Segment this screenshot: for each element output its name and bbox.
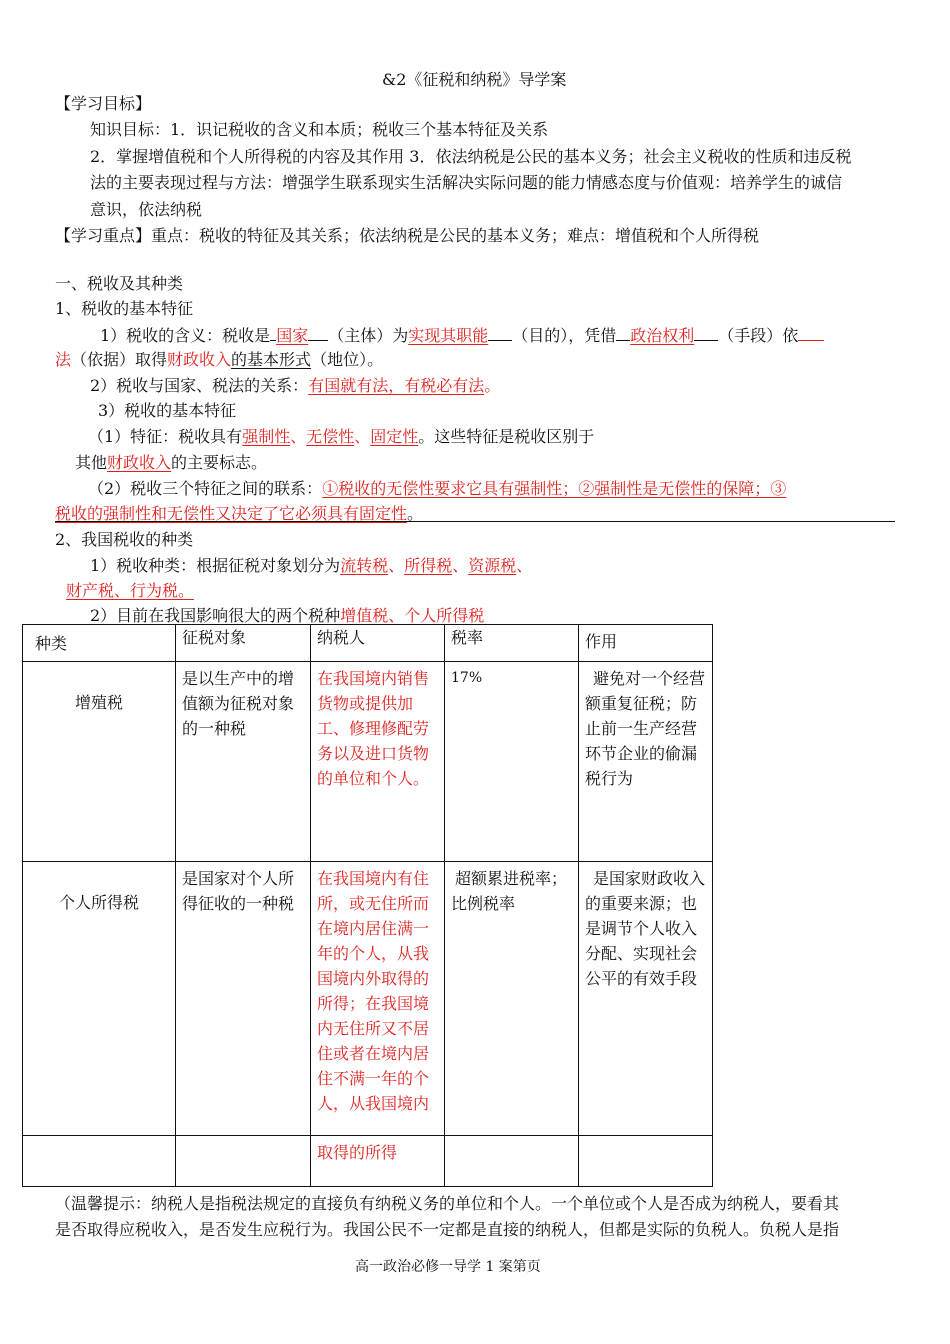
types-sep-2: 、	[452, 556, 469, 575]
objectives-line-4: 意识，依法纳税	[90, 200, 203, 219]
types-sep-3: 、	[516, 556, 533, 575]
definition-line-2	[55, 352, 383, 368]
features-text-a: （1）特征：税收具有	[88, 427, 243, 446]
page-title: &2《征税和纳税》导学案	[382, 70, 567, 89]
major-text-a: 2）目前在我国影响很大的两个税种	[90, 606, 341, 625]
header-cell-type: 种类	[23, 625, 176, 662]
connection-text-a: （2）税收三个特征之间的联系：	[88, 479, 323, 498]
answer-fa: 法	[55, 350, 72, 369]
tip-line-1: （温馨提示：纳税人是指税法规定的直接负有纳税义务的单位和个人。一个单位或个人是否成为纳税人，要看其	[55, 1194, 840, 1213]
type-cell	[23, 1136, 176, 1187]
definition-text-g: （地位）。	[311, 350, 384, 369]
answer-guojia: 国家	[276, 326, 309, 345]
definition-text-d: （手段）依	[718, 326, 799, 345]
features2-text-c: 的主要标志。	[171, 453, 268, 472]
rate-cell: 17%	[445, 662, 579, 862]
section2-sub2: 2、我国税收的种类	[55, 530, 194, 549]
features-sep-2: 、	[354, 427, 371, 446]
features-line-1	[88, 429, 594, 445]
object-cell: 是以生产中的增值额为征税对象的一种税	[176, 662, 311, 862]
page-footer: 高一政治必修一导学 1 案第页	[355, 1259, 541, 1275]
features2-text-a: 其他	[75, 453, 108, 472]
header-cell-object: 征税对象	[176, 625, 311, 662]
answer-connection-2: 税收的强制性和无偿性又决定了它必须具有固定性	[55, 504, 408, 523]
relation-line	[90, 378, 500, 394]
types-text-a: 1）税收种类：根据征税对象划分为	[90, 556, 341, 575]
answer-zhineng: 实现其职能	[408, 326, 489, 345]
tax-comparison-table	[22, 624, 713, 1187]
table-header-row	[23, 625, 713, 662]
tax-types-line-1	[90, 558, 532, 574]
taxpayer-cell: 取得的所得	[311, 1136, 445, 1187]
major-taxes-line	[90, 608, 484, 624]
tax-types-line-2: 财产税、行为税。	[66, 581, 195, 600]
answer-liuzhuan: 流转税	[340, 556, 389, 575]
connection-text-d: 。	[407, 504, 424, 523]
objectives-line-3: 法的主要表现过程与方法：增强学生联系现实生活解决实际问题的能力情感态度与价值观：培养学生的诚信	[90, 173, 843, 192]
objectives-heading: 【学习目标】	[55, 94, 152, 113]
role-cell	[579, 1136, 713, 1187]
answer-wuchang: 无偿性	[306, 427, 355, 446]
major-sep: 、	[388, 606, 405, 625]
section1-sub1: 1、税收的基本特征	[55, 299, 194, 318]
table-row	[23, 1136, 713, 1187]
table-row	[23, 662, 713, 862]
type-cell: 增殖税	[23, 662, 176, 862]
answer-ziyuan: 资源税	[468, 556, 517, 575]
definition-line-1	[100, 326, 824, 344]
answer-suode: 所得税	[404, 556, 453, 575]
definition-text-b: （主体）为	[328, 326, 409, 345]
features-sep-1: 、	[290, 427, 307, 446]
definition-text-a: 1）税收的含义：税收是	[100, 326, 271, 345]
answer-caizheng: 财政收入	[167, 350, 232, 369]
role-cell: 是国家财政收入的重要来源；也是调节个人收入分配、实现社会公平的有效手段	[579, 862, 713, 1136]
header-cell-rate: 税率	[445, 625, 579, 662]
answer-guding: 固定性	[370, 427, 419, 446]
type-cell: 个人所得税	[23, 862, 176, 1136]
object-cell	[176, 1136, 311, 1187]
definition-text-e: （依据）取得	[71, 350, 168, 369]
answer-qiangzhi: 强制性	[242, 427, 291, 446]
rate-cell: 超额累进税率；比例税率	[445, 862, 579, 1136]
header-cell-role: 作用	[579, 625, 713, 662]
types-sep-1: 、	[388, 556, 405, 575]
relation-text-c: 。	[484, 376, 501, 395]
connection-line-2	[55, 506, 423, 522]
features-heading: 3）税收的基本特征	[98, 401, 237, 420]
connection-line-1	[88, 481, 786, 497]
rate-cell	[445, 1136, 579, 1187]
definition-text-c: （目的），凭借	[512, 326, 617, 345]
taxpayer-cell: 在我国境内有住所，或无住所而在境内居住满一年的个人，从我国境内外取得的所得；在我国境内无住所又不居住或者在境内居住不满一年的个人，从我国境内	[311, 862, 445, 1136]
answer-relation: 有国就有法，有税必有法	[308, 376, 485, 395]
answer-geren: 个人所得税	[404, 606, 485, 625]
features-text-g: 。这些特征是税收区别于	[418, 427, 595, 446]
header-cell-taxpayer: 纳税人	[311, 625, 445, 662]
answer-connection-1: ①税收的无偿性要求它具有强制性；②强制性是无偿性的保障；③	[322, 479, 787, 498]
answer-caizheng-2: 财政收入	[107, 453, 172, 472]
tip-line-2: 是否取得应税收入，是否发生应税行为。我国公民不一定都是直接的纳税人，但都是实际的负税人。负税人是指	[55, 1220, 840, 1239]
role-cell: 避免对一个经营额重复征税；防止前一生产经营环节企业的偷漏税行为	[579, 662, 713, 862]
relation-text-a: 2）税收与国家、税法的关系：	[90, 376, 309, 395]
object-cell: 是国家对个人所得征收的一种税	[176, 862, 311, 1136]
definition-text-f: 的基本形式	[231, 350, 312, 369]
features-line-2	[75, 455, 267, 471]
taxpayer-cell: 在我国境内销售货物或提供加工、修理修配劳务以及进口货物的单位和个人。	[311, 662, 445, 862]
table-row	[23, 862, 713, 1136]
key-points: 【学习重点】重点：税收的特征及其关系；依法纳税是公民的基本义务；难点：增值税和个人所得税	[55, 226, 760, 245]
answer-zengzhi: 增值税	[340, 606, 389, 625]
section1-heading: 一、税收及其种类	[55, 274, 184, 293]
objectives-line-1: 知识目标：1．识记税收的含义和本质；税收三个基本特征及关系	[90, 120, 549, 139]
objectives-line-2: 2．掌握增值税和个人所得税的内容及其作用 3．依法纳税是公民的基本义务；社会主义税收的性质和违反税	[90, 147, 852, 166]
section-divider	[55, 521, 895, 522]
answer-quanli: 政治权利	[630, 326, 695, 345]
